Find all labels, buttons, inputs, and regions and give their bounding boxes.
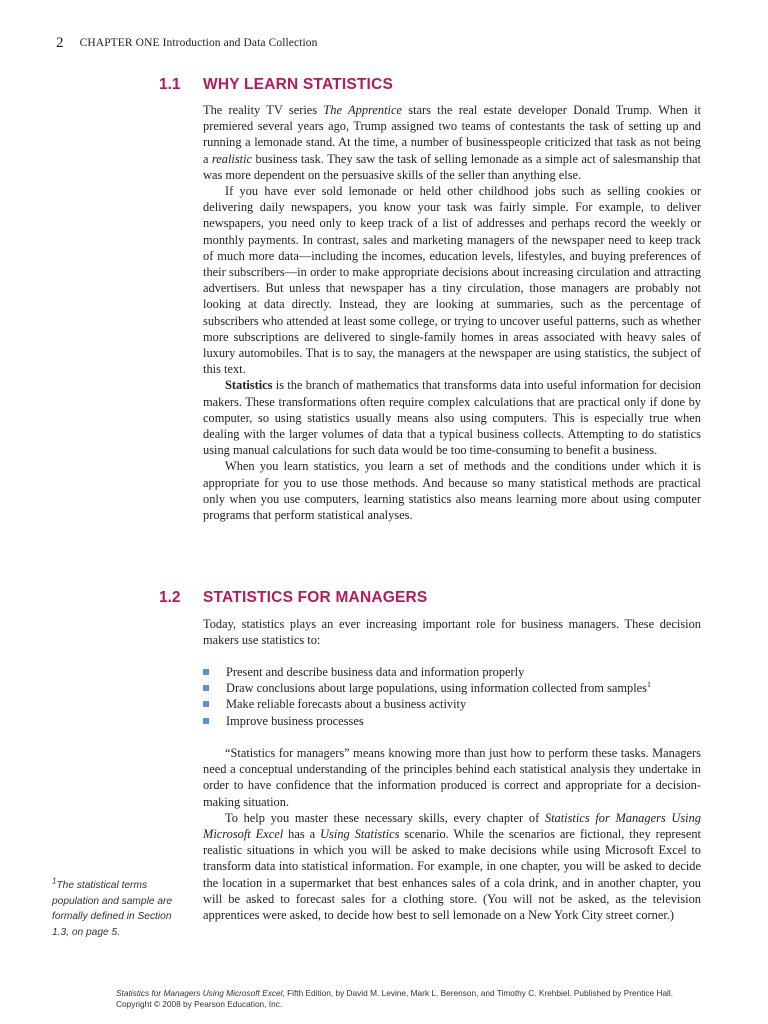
section-1-1-body (203, 102, 701, 523)
text-run: is the branch of mathematics that transforms data into useful information for decision makers. These transformations often require complex calculations that are practical only if done by computer, so using statistics usually means also using computers. This is especially true when dealing with the larger volumes of data that a typical business collects. Attempting to do statistics using manual calculations for such data would be too time-consuming to benefit a business. (203, 378, 701, 458)
show-title: The Apprentice (323, 103, 402, 117)
text-run: has a (283, 827, 321, 842)
list-item (203, 713, 701, 729)
running-head (56, 34, 318, 51)
section-1-2-intro (203, 616, 701, 648)
footer-book-title: Statistics for Managers Using Microsoft Excel (116, 988, 283, 998)
paragraph: If you have ever sold lemonade or held other childhood jobs such as selling cookies or delivering daily newspapers, you know your task was fairly simple. For example, to deliver newspapers, you need only to keep track of a list of addresses and perhaps record the weekly or monthly payments. In contrast, sales and marketing managers of the newspaper need to keep track of much more data—including the incomes, education levels, lifestyles, and buying preferences of their subscribers—in order to make appropriate decisions about increasing circulation and attracting advertisers. But unless that newspaper has a tiny circulation, those managers are probably not looking at data directly. Instead, they are looking at summaries, such as the percentage of subscribers who attended at least some college, or trying to uncover useful patterns, such as whether more subscriptions are delivered to single-family homes in areas associated with heavy sales of luxury automobiles. That is to say, the managers at the newspaper are using statistics, the subject of this text. (203, 184, 701, 377)
footer-line-1 (116, 988, 673, 999)
bullet-square-icon (203, 701, 209, 707)
section-number-1-1: 1.1 (159, 76, 181, 93)
section-1-2-body (203, 745, 701, 923)
list-item-text: Make reliable forecasts about a business activity (226, 697, 467, 712)
page-number: 2 (56, 35, 64, 51)
text-run: business task. They saw the task of selling lemonade as a simple act of salesmanship that was more dependent on the persuasive skills of the seller than anything else. (203, 151, 701, 182)
list-item (203, 696, 701, 712)
bullet-square-icon (203, 685, 209, 691)
text-run: To help you master these necessary skills, every chapter of (225, 810, 545, 825)
footnote (52, 878, 184, 940)
footnote-text: The statistical terms population and sample are formally defined in Section 1.3, on page 5. (52, 880, 173, 938)
list-item-text: Improve business processes (226, 713, 364, 728)
page-footer (116, 988, 673, 1009)
paragraph (203, 377, 701, 458)
footer-copyright: Copyright © 2008 by Pearson Education, Inc. (116, 998, 283, 1009)
section-number-1-2: 1.2 (159, 589, 181, 606)
paragraph: When you learn statistics, you learn a set of methods and the conditions under which it is appropriate for you to use those methods. And because so many statistical methods are practical only when you use computers, learning statistics also means learning more about using computer programs that perform statistical analyses. (203, 459, 701, 523)
footnote-marker: 1 (646, 680, 651, 690)
paragraph: “Statistics for managers” means knowing more than just how to perform these tasks. Managers need a conceptual understanding of the principles behind each statistical analysis they undertake in order to have confidence that the information produced is correct and appropriate for a decision-making situation. (203, 746, 701, 809)
emphasis: realistic (211, 151, 253, 166)
bullet-list (203, 664, 701, 729)
feature-name: Using Statistics (320, 827, 400, 842)
footnote-mark: 1 (52, 876, 57, 886)
paragraph (203, 102, 701, 183)
running-head-text: CHAPTER ONE Introduction and Data Collection (79, 37, 318, 49)
paragraph: Today, statistics plays an ever increasing important role for business managers. These decision makers use statistics to: (203, 617, 701, 648)
text-run: stars the real estate developer Donald Trump. When it premiered several years ago, Trump assigned two teams of contestants the task of setting up and running a lemonade stand. At the time, a number of businesspeople criticized that task as not being a (203, 103, 701, 166)
list-item-text: Present and describe business data and information properly (226, 665, 525, 679)
bullet-square-icon (203, 669, 209, 675)
text-run: scenario. While the scenarios are fictional, they represent realistic situations in which you will be asked to make decisions while using Microsoft Excel to transform data into statistical information. For example, in one chapter, you will be asked to decide the location in a supermarket that best enhances sales of a cola drink, and in another chapter, you will be asked to forecast sales for a clothing store. (You will not be asked, as the television apprentices were asked, to decide how best to sell lemonade on a New York City street corner.) (203, 827, 702, 923)
key-term: Statistics (225, 378, 273, 393)
text-run: The reality TV series (203, 103, 324, 117)
bullet-square-icon (203, 718, 209, 724)
list-item (203, 664, 701, 680)
section-title-why-learn-statistics: WHY LEARN STATISTICS (203, 76, 393, 93)
section-title-statistics-for-managers: STATISTICS FOR MANAGERS (203, 589, 428, 606)
list-item (203, 680, 701, 696)
list-item-text: Draw conclusions about large populations, using information collected from samples (226, 681, 647, 696)
footer-citation: , Fifth Edition, by David M. Levine, Mark L. Berenson, and Timothy C. Krehbiel. Published by Prentice Hall. (282, 988, 674, 998)
book-title: Statistics for Managers Using Microsoft Excel (203, 810, 702, 842)
paragraph (203, 810, 701, 923)
